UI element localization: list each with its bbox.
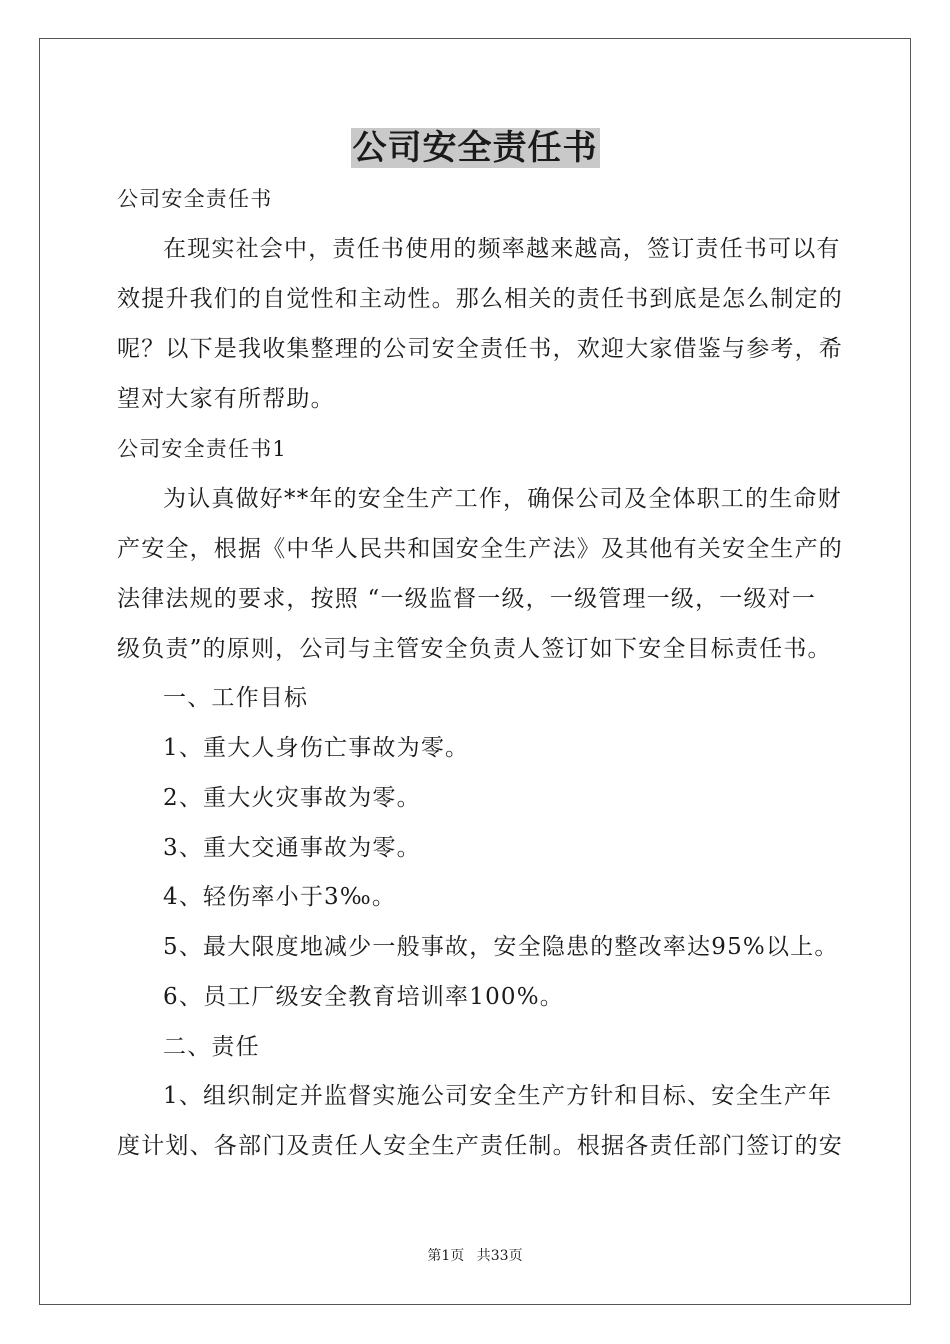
paragraph-line: 产安全，根据《中华人民共和国安全生产法》及其他有关安全生产的 (117, 536, 843, 562)
list-heading: 二、责任 (163, 1034, 260, 1060)
paragraph-line: 在现实社会中，责任书使用的频率越来越高，签订责任书可以有 (163, 236, 841, 262)
list-item: 5、最大限度地减少一般事故，安全隐患的整改率达95%以上。 (163, 934, 839, 960)
paragraph-line: 望对大家有所帮助。 (117, 386, 335, 412)
list-item: 6、员工厂级安全教育培训率100%。 (163, 984, 564, 1010)
title-container (0, 128, 950, 168)
list-item: 2、重大火灾事故为零。 (163, 785, 421, 811)
document-title: 公司安全责任书 (352, 128, 598, 168)
page-border (39, 38, 911, 1305)
subtitle-line: 公司安全责任书 (117, 187, 273, 211)
list-item: 1、重大人身伤亡事故为零。 (163, 735, 470, 761)
paragraph-line: 法律法规的要求，按照 “一级监督一级，一级管理一级，一级对一 (117, 586, 817, 612)
section-heading: 公司安全责任书1 (117, 437, 287, 461)
page-number: 第1页 (427, 1248, 465, 1264)
list-item: 4、轻伤率小于3‰。 (163, 884, 397, 910)
paragraph-line: 1、组织制定并监督实施公司安全生产方针和目标、安全生产年 (163, 1083, 833, 1109)
list-item: 3、重大交通事故为零。 (163, 835, 421, 861)
page-footer (0, 1245, 950, 1265)
list-heading: 一、工作目标 (163, 685, 309, 711)
paragraph-line: 为认真做好**年的安全生产工作，确保公司及全体职工的生命财 (163, 486, 842, 512)
paragraph-line: 级负责”的原则，公司与主管安全负责人签订如下安全目标责任书。 (117, 636, 832, 662)
page-total: 共33页 (476, 1248, 523, 1264)
paragraph-line: 效提升我们的自觉性和主动性。那么相关的责任书到底是怎么制定的 (117, 286, 843, 312)
paragraph-line: 呢？以下是我收集整理的公司安全责任书，欢迎大家借鉴与参考，希 (117, 336, 843, 362)
paragraph-line: 度计划、各部门及责任人安全生产责任制。根据各责任部门签订的安 (117, 1133, 843, 1159)
